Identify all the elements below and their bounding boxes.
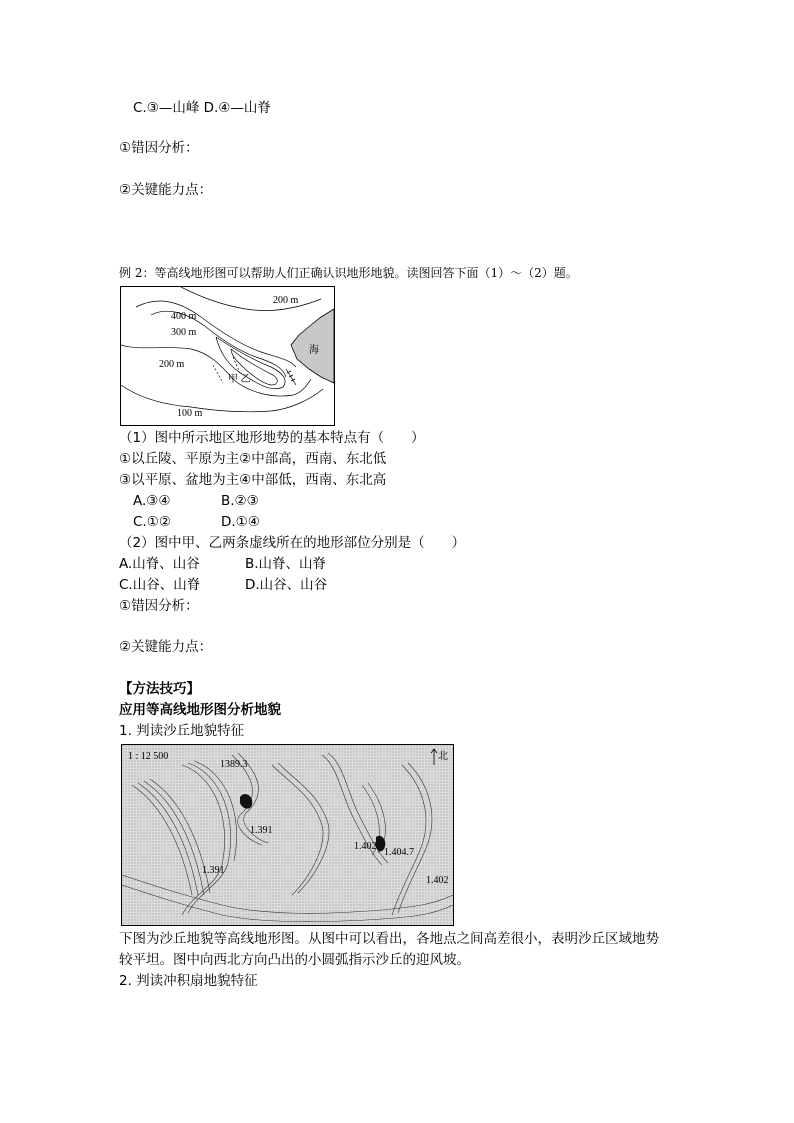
dune-elev-6: 1.402 [426,875,449,886]
q2-option-a: A.山脊、山谷 [119,556,200,572]
label-400: 400 m [171,311,197,322]
q1-statement-1: ①以丘陵、平原为主②中部高，西南、东北低 [119,451,387,467]
key-point-label-2: ②关键能力点： [119,639,213,655]
error-analysis-label-1: ①错因分析： [119,140,199,156]
contour-map-svg [121,287,334,425]
method-subheading: 应用等高线地形图分析地貌 [119,702,281,718]
q1-statement-2: ③以平原、盆地为主④中部低，西南、东北高 [119,472,387,488]
label-300: 300 m [171,327,197,338]
key-point-label-1: ②关键能力点： [119,182,213,198]
example2-intro: 例 2：等高线地形图可以帮助人们正确认识地形地貌。读图回答下面（1）～（2）题。 [119,266,578,280]
q1-option-d: D.①④ [221,514,260,530]
top-options-line: C.③—山峰 D.④—山脊 [133,100,271,116]
label-200-left: 200 m [159,359,185,370]
contour-200-top [181,287,321,311]
q1-stem: （1）图中所示地区地形地势的基本特点有（ ） [119,430,425,446]
label-100: 100 m [177,408,203,419]
dune-elev-1: 1389.3 [220,759,248,770]
q1-option-b: B.②③ [221,493,259,509]
dune-contour-map [121,744,454,926]
q1-option-a: A.③④ [133,493,171,509]
error-analysis-label-2: ①错因分析： [119,598,199,614]
q2-option-d: D.山谷、山谷 [245,577,328,593]
dune-north-label: 北 [438,751,448,762]
cliff-symbol [286,369,296,385]
contour-100 [121,385,323,412]
method-heading: 【方法技巧】 [119,681,200,697]
label-200-top: 200 m [273,295,299,306]
dashed-line-jia [213,365,223,383]
q2-option-c: C.山谷、山脊 [119,577,201,593]
method-item-1: 1. 判读沙丘地貌特征 [119,723,245,739]
q2-option-b: B.山脊、山脊 [245,556,327,572]
dune-elev-2: 1.391 [250,825,273,836]
dune-paragraph-line-2: 较平坦。图中向西北方向凸出的小圆弧指示沙丘的迎风坡。 [119,952,470,968]
dune-elev-5: 1.391 [202,865,225,876]
contour-300 [136,301,296,367]
dune-scale: 1 : 12 500 [128,751,169,762]
dune-paragraph-line-1: 下图为沙丘地貌等高线地形图。从图中可以看出，各地点之间高差很小，表明沙丘区域地势 [119,931,659,947]
dune-elev-3: 1.402 [354,841,377,852]
contour-map [120,286,335,426]
q1-option-c: C.①② [133,514,171,530]
dune-elev-4: 1.404.7 [384,847,414,858]
q2-stem: （2）图中甲、乙两条虚线所在的地形部位分别是（ ） [119,535,466,551]
dune-map-svg [122,745,453,925]
label-sea: 海 [309,345,319,356]
method-item-2: 2. 判读冲积扇地貌特征 [119,973,258,989]
dashed-line-yi [233,357,241,375]
label-jia-yi: 甲 乙 [228,374,251,385]
